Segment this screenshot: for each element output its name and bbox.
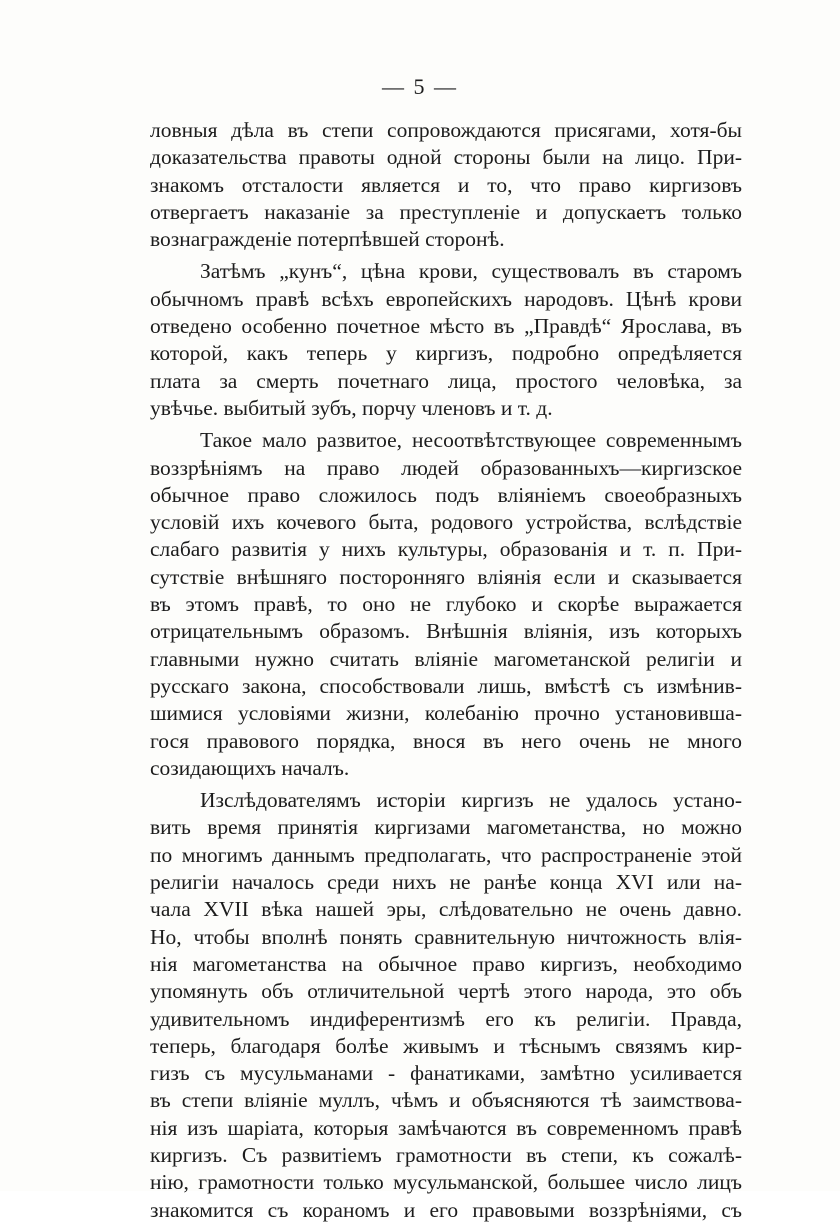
text-line: слабаго развитія у нихъ культуры, образованія и т. п. При-	[150, 537, 742, 562]
text-line: которой, какъ теперь у киргизъ, подробно опредѣляется	[150, 341, 742, 366]
text-line: теперь, благодаря болѣе живымъ и тѣснымъ связямъ кир-	[150, 1033, 742, 1058]
text-line: гизъ съ мусульманами - фанатиками, замѣтно усиливается	[150, 1061, 742, 1086]
text-line: русскаго закона, способствовали лишь, вмѣстѣ съ измѣнив-	[150, 673, 742, 698]
text-line: отведено особенно почетное мѣсто въ „Правдѣ“ Ярослава, въ	[150, 314, 742, 339]
text-line: плата за смерть почетнаго лица, простого человѣка, за	[150, 368, 742, 393]
text-line: нія изъ шаріата, которыя замѣчаются въ современномъ правѣ	[150, 1115, 742, 1140]
text-line: киргизъ. Съ развитіемъ грамотности въ степи, къ сожалѣ-	[150, 1142, 742, 1167]
text-line: Изслѣдователямъ исторіи киргизъ не удалось устано-	[200, 788, 742, 813]
text-line: воззрѣніямъ на право людей образованныхъ—киргизское	[150, 455, 742, 480]
text-line: вознагражденіе потерпѣвшей сторонѣ.	[150, 227, 505, 252]
text-line: условій ихъ кочевого быта, родового устройства, вслѣдствіе	[150, 510, 742, 535]
text-line: ловныя дѣла въ степи сопровождаются присягами, хотя-бы	[150, 118, 742, 142]
text-line: удивительномъ индиферентизмѣ его къ религіи. Правда,	[150, 1006, 742, 1031]
body-text	[150, 117, 742, 1224]
text-line: главными нужно считать вліяніе магометанской религіи и	[150, 646, 742, 671]
paragraph	[150, 427, 742, 782]
paragraph	[150, 787, 742, 1224]
text-line: обычное право сложилось подъ вліяніемъ своеобразныхъ	[150, 482, 742, 507]
text-line: увѣчье. выбитый зубъ, порчу членовъ и т. д.	[150, 395, 553, 420]
text-line: упомянуть объ отличительной чертѣ этого народа, это объ	[150, 979, 742, 1004]
text-line: отвергаетъ наказаніе за преступленіе и допускаетъ только	[150, 199, 742, 224]
paragraph	[150, 258, 742, 422]
text-line: Такое мало развитое, несоотвѣтствующее современнымъ	[200, 428, 742, 453]
text-line: обычномъ правѣ всѣхъ европейскихъ народовъ. Цѣнѣ крови	[150, 286, 742, 311]
text-line: по многимъ даннымъ предполагать, что распространеніе этой	[150, 842, 742, 867]
text-line: доказательства правоты одной стороны были на лицо. При-	[150, 145, 742, 170]
text-line: знакомъ отсталости является и то, что право киргизовъ	[150, 172, 742, 197]
text-line: шимися условіями жизни, колебанію прочно установивша-	[150, 701, 742, 726]
text-line: знакомится съ кораномъ и его правовыми воззрѣніями, съ	[150, 1197, 742, 1222]
text-line: гося правового порядка, внося въ него очень не много	[150, 728, 742, 753]
text-line: Но, чтобы вполнѣ понять сравнительную ничтожность влія-	[150, 924, 742, 949]
page-number-header: — 5 —	[382, 74, 458, 99]
text-line: въ этомъ правѣ, то оно не глубоко и скорѣе выражается	[150, 592, 742, 617]
text-line: религіи началось среди нихъ не ранѣе конца XVI или на-	[150, 870, 742, 895]
text-line: въ степи вліяніе муллъ, чѣмъ и объясняются тѣ заимствова-	[150, 1088, 742, 1113]
text-line: вить время принятія киргизами магометанства, но можно	[150, 815, 742, 840]
text-line: нію, грамотности только мусульманской, большее число лицъ	[150, 1170, 742, 1195]
text-line: нія магометанства на обычное право киргизъ, необходимо	[150, 951, 742, 976]
text-line: сутствіе внѣшняго посторонняго вліянія если и сказывается	[150, 564, 742, 589]
text-line: Затѣмъ „кунъ“, цѣна крови, существовалъ въ старомъ	[200, 259, 742, 284]
paragraph	[150, 117, 742, 253]
text-line: созидающихъ началъ.	[150, 755, 350, 780]
text-line: чала XVII вѣка нашей эры, слѣдовательно не очень давно.	[150, 897, 742, 922]
text-line: отрицательнымъ образомъ. Внѣшнія вліянія, изъ которыхъ	[150, 619, 742, 644]
